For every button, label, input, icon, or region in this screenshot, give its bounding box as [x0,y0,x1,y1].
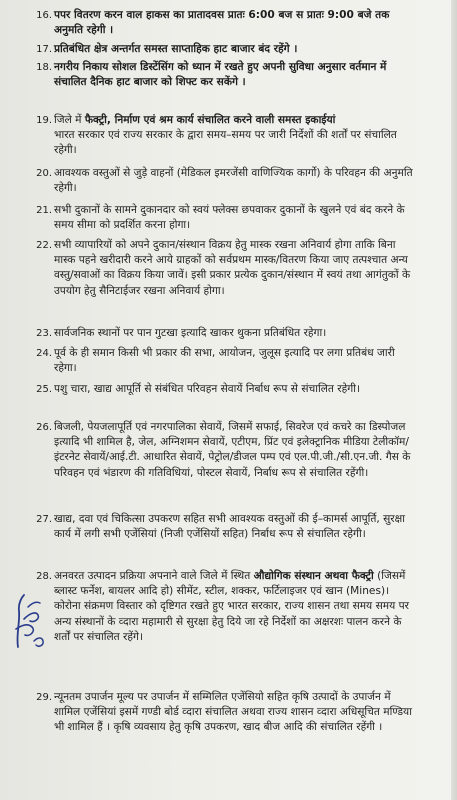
item-lead-bold: फैक्ट्री, निर्माण एवं श्रम कार्य संचालित करने वाली समस्त इकाईयां [84,114,336,126]
item-text: प्रतिबंधित क्षेत्र अन्तर्गत समस्त साप्ताहिक हाट बाजार बंद रहेंगे । [54,43,298,55]
list-item [36,420,416,481]
item-text: आवश्यक वस्तुओं से जुड़े वाहनों (मेडिकल इमरजेंसी वाणिज्यिक कार्गो) के परिवहन की अनुमति रहेगी। [54,167,413,195]
item-text: सार्वजनिक स्थानों पर पान गुटखा इत्यादि खाकर थुकना प्रतिबंधित रहेगा। [54,327,327,339]
list-item [36,203,416,233]
list-item [36,238,416,299]
item-text: भारत सरकार एवं राज्य सरकार के द्वारा समय–समय पर जारी निर्देशों की शर्तों पर संचालित रहेगी। [54,129,397,157]
list-item [36,346,416,376]
item-text: न्यूनतम उपार्जन मूल्य पर उपार्जन में सम्मिलित एजेंसियो सहित कृषि उत्पादों के उपार्जन में शामिल एजेंसियां इसमें गण्डी बोर्ड व्दारा संचालित अथवा राज्य शासन व्दारा अधिसूचित मण्डिया भी शामिल हैं । कृषि व्यवसाय हेतु कृषि उपकरण, खाद बीज आदि की संचालित रहेंगी । [54,691,412,734]
item-text: सभी दुकानों के सामने दुकानदार को स्वयं फ्लेक्स छपवाकर दुकानों के खुलने एवं बंद करने के समय सीमा को प्रदर्शित करना होगा। [54,204,405,232]
page-edge-shadow [451,0,457,800]
item-number: 17. [36,44,52,55]
item-number: 27. [36,514,52,525]
item-number: 28. [36,571,52,582]
item-text: बिजली, पेयजलापूर्ति एवं नगरपालिका सेवायें, जिसमें सफाई, सिवरेज एवं कचरे का डिस्पोजल इत्यादि भी शामिल है, जेल, अग्निशमन सेवायें, एटीएम, प्रिंट एवं इलेक्ट्रानिक मीडिया टेलीकॉम/इंटरनेट सेवायें/आई.टी. आधारित सेवायें, पेट्रोल/डीजल पम्प एवं एल.पी.जी./सी.एन.जी. गैस के परिवहन एवं भंडारण की गतिविधियां, पोस्टल सेवायें, निर्बाध रूप से संचालित रहेंगी। [54,421,411,479]
item-text: पूर्व के ही समान किसी भी प्रकार की सभा, आयोजन, जुलूस इत्यादि पर लगा प्रतिबंध जारी रहेगा। [54,347,395,375]
list-item [36,326,416,341]
list-item [36,569,416,645]
item-number: 18. [36,62,52,73]
list-item [36,690,416,736]
item-number: 22. [36,240,52,251]
item-number: 25. [36,384,52,395]
item-number: 16. [36,10,52,21]
item-lead: अनवरत उत्पादन प्रक्रिया अपनाने वाले जिले में स्थित [54,570,254,582]
list-item [36,60,416,90]
item-number: 24. [36,348,52,359]
item-lead: जिले में [54,114,85,126]
item-number: 29. [36,692,52,703]
list-item [36,8,416,38]
handwritten-signature-mark [10,585,48,655]
list-item [36,512,416,542]
list-item [36,113,416,159]
item-text: (जिसमें ब्लास्ट फर्नेश, बायलर आदि हो) सीमेंट, स्टील, शक्कर, फर्टिलाइजर एवं खान (Mines)। कोरोना संक्रमण विस्तार को दृष्टिगत रखते हुए भारत सरकार, राज्य शासन तथा समय समय पर अन्य संस्थानों के व्दारा महामारी से सुरक्षा हेतु दिये जा रहे निर्देशों का अक्षरशः पालन करने के शर्तों पर संचालित रहेंगे। [54,570,409,643]
list-item [36,382,416,397]
item-number: 19. [36,115,52,126]
item-number: 20. [36,168,52,179]
item-text: नगरीय निकाय सोशल डिस्टेंसिंग को ध्यान में रखते हुए अपनी सुविधा अनुसार वर्तमान में संचालित दैनिक हाट बाजार को शिफ्ट कर सकेंगे । [54,61,387,89]
list-item [36,166,416,196]
item-text: खाद्य, दवा एवं चिकित्सा उपकरण सहित सभी आवश्यक वस्तुओं की ई–कामर्स आपूर्ति, सुरक्षा कार्य में लगी सभी एजेंसियां (निजी एजेंसियों सहित) निर्बाध रूप से संचालित रहेगी। [54,513,405,541]
item-number: 21. [36,205,52,216]
item-number: 23. [36,328,52,339]
item-lead-bold: औद्योगिक संस्थान अथवा फैक्ट्री [253,570,374,582]
item-text: सभी व्यापारियों को अपने दुकान/संस्थान विक्रय हेतु मास्क रखना अनिवार्य होगा ताकि बिना मास्क पहने खरीदारी करने आये ग्राहकों को सर्वप्रथम मास्क/वितरण किया जाए तत्पश्चात अन्य वस्तु/सवाओं का विक्रय किया जावें। इसी प्रकार प्रत्येक दुकान/संस्थान में स्वयं तथा आगंतुकों के उपयोग हेतु सैनिटाईजर रखना अनिवार्य होगा। [54,239,411,297]
item-text: पपर वितरण करन वाल हाकस का प्रातादवस प्रातः 6:00 बज स प्रातः 9:00 बजे तक अनुमति रहेगी । [54,9,390,37]
item-number: 26. [36,422,52,433]
list-item [36,42,416,57]
item-text: पशु चारा, खाद्य आपूर्ति से संबंधित परिवहन सेवायें निर्बाध रूप से संचालित रहेगी। [54,383,360,395]
